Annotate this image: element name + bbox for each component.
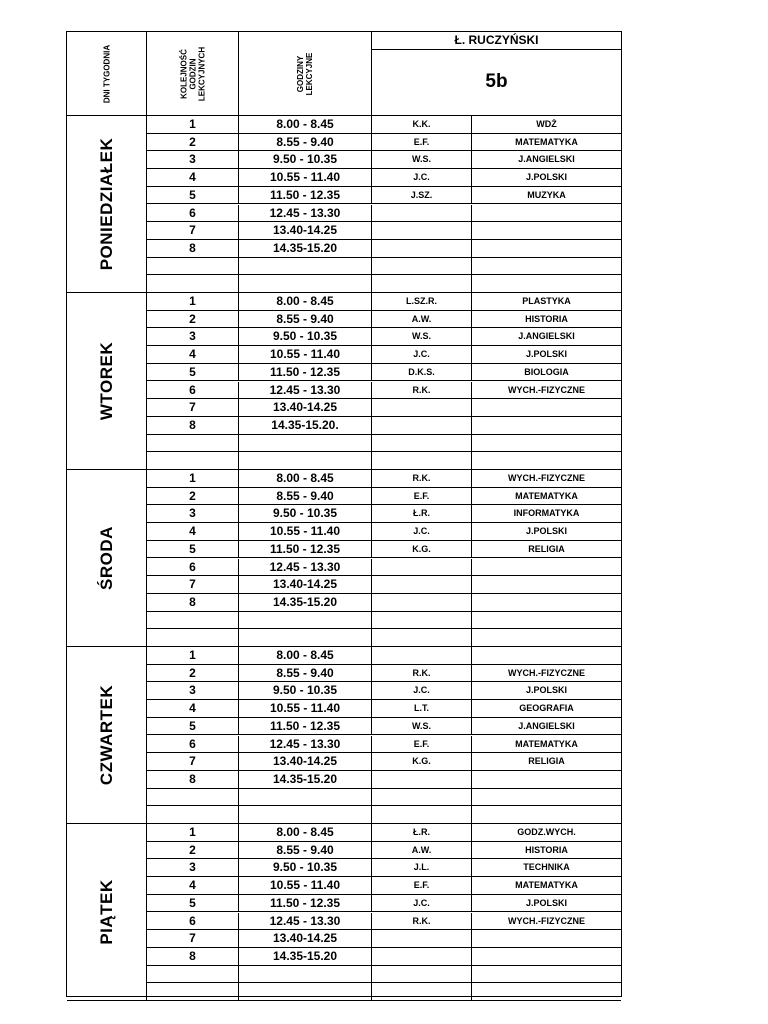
lesson-teacher [372,930,472,948]
lesson-hours: 14.35-15.20 [239,948,372,966]
lesson-number [147,629,239,647]
lesson-hours: 8.00 - 8.45 [239,824,372,842]
lesson-subject: WYCH.-FIZYCZNE [472,913,621,931]
lesson-subject: MATEMATYKA [472,488,621,506]
lesson-number: 7 [147,576,239,594]
lesson-number: 3 [147,859,239,877]
lesson-teacher [372,399,472,417]
lesson-subject: TECHNIKA [472,859,621,877]
lesson-hours: 14.35-15.20. [239,417,372,435]
lesson-number: 1 [147,647,239,665]
lesson-teacher: L.T. [372,700,472,718]
lesson-subject: GEOGRAFIA [472,700,621,718]
lesson-subject: BIOLOGIA [472,364,621,382]
lesson-subject: INFORMATYKA [472,505,621,523]
lesson-hours: 10.55 - 11.40 [239,523,372,541]
lesson-number: 8 [147,240,239,258]
lesson-subject [472,966,621,984]
lesson-number: 8 [147,771,239,789]
lesson-number: 6 [147,382,239,400]
lesson-subject [472,240,621,258]
lesson-number: 2 [147,842,239,860]
lesson-teacher [372,948,472,966]
lesson-hours: 13.40-14.25 [239,930,372,948]
lesson-subject [472,576,621,594]
lesson-subject: J.ANGIELSKI [472,328,621,346]
lesson-number [147,612,239,630]
lesson-number: 2 [147,665,239,683]
lesson-teacher: R.K. [372,665,472,683]
lesson-teacher: E.F. [372,488,472,506]
lesson-subject: MUZYKA [472,187,621,205]
header-day-column [67,32,147,116]
lesson-number: 8 [147,948,239,966]
class-teacher-name: Ł. RUCZYŃSKI [372,32,621,50]
lesson-number: 5 [147,895,239,913]
lesson-subject: J.POLSKI [472,346,621,364]
lesson-hours: 10.55 - 11.40 [239,700,372,718]
lesson-hours: 8.55 - 9.40 [239,311,372,329]
lesson-teacher: K.K. [372,116,472,134]
lesson-subject [472,948,621,966]
lesson-number: 7 [147,222,239,240]
lesson-subject [472,789,621,807]
day-block [67,116,147,293]
lesson-subject: HISTORIA [472,311,621,329]
class-name: 5b [372,50,621,116]
lesson-subject: WYCH.-FIZYCZNE [472,470,621,488]
lesson-teacher: Ł.R. [372,824,472,842]
lesson-hours: 8.55 - 9.40 [239,842,372,860]
header-hours-line-1: GODZINY [296,55,305,92]
lesson-teacher [372,771,472,789]
lesson-teacher [372,559,472,577]
lesson-subject [472,275,621,293]
lesson-teacher: J.SZ. [372,187,472,205]
lesson-subject [472,612,621,630]
lesson-teacher [372,647,472,665]
lesson-teacher: L.SZ.R. [372,293,472,311]
lesson-teacher [372,983,472,1001]
lesson-hours [239,629,372,647]
lesson-hours [239,275,372,293]
lesson-hours: 13.40-14.25 [239,576,372,594]
lesson-teacher: W.S. [372,328,472,346]
lesson-hours: 14.35-15.20 [239,240,372,258]
lesson-teacher: E.F. [372,134,472,152]
lesson-teacher [372,806,472,824]
header-order-label [179,46,206,100]
lesson-subject [472,205,621,223]
lesson-number [147,452,239,470]
lesson-subject [472,629,621,647]
lesson-teacher [372,417,472,435]
lesson-teacher [372,275,472,293]
lesson-teacher [372,258,472,276]
lesson-subject: PLASTYKA [472,293,621,311]
lesson-teacher: K.G. [372,541,472,559]
lesson-teacher: A.W. [372,311,472,329]
lesson-number: 6 [147,736,239,754]
lesson-subject: J.POLSKI [472,682,621,700]
lesson-hours: 10.55 - 11.40 [239,169,372,187]
lesson-hours: 14.35-15.20 [239,594,372,612]
lesson-subject: GODZ.WYCH. [472,824,621,842]
lesson-number: 3 [147,151,239,169]
lesson-hours: 8.00 - 8.45 [239,470,372,488]
lesson-number [147,983,239,1001]
lesson-hours: 11.50 - 12.35 [239,895,372,913]
lesson-subject [472,452,621,470]
day-block [67,647,147,824]
lesson-hours [239,789,372,807]
lesson-teacher: W.S. [372,718,472,736]
lesson-teacher [372,205,472,223]
lesson-subject [472,930,621,948]
lesson-hours: 12.45 - 13.30 [239,559,372,577]
lesson-teacher: E.F. [372,736,472,754]
lesson-number: 4 [147,700,239,718]
lesson-teacher [372,576,472,594]
lesson-hours [239,435,372,453]
lesson-hours: 10.55 - 11.40 [239,346,372,364]
lesson-hours: 8.55 - 9.40 [239,134,372,152]
lesson-hours: 11.50 - 12.35 [239,718,372,736]
lesson-teacher: J.L. [372,859,472,877]
lesson-hours: 9.50 - 10.35 [239,505,372,523]
lesson-teacher: A.W. [372,842,472,860]
lesson-hours: 8.00 - 8.45 [239,116,372,134]
lesson-teacher: J.C. [372,523,472,541]
lesson-hours: 11.50 - 12.35 [239,187,372,205]
lesson-hours: 12.45 - 13.30 [239,913,372,931]
lesson-subject [472,983,621,1001]
lesson-subject: J.POLSKI [472,895,621,913]
day-name: PONIEDZIAŁEK [96,137,116,271]
lesson-subject [472,399,621,417]
lesson-hours [239,983,372,1001]
lesson-subject: J.POLSKI [472,523,621,541]
lesson-hours: 9.50 - 10.35 [239,151,372,169]
lesson-teacher: D.K.S. [372,364,472,382]
header-hours-line-2: LEKCYJNE [305,52,314,95]
lesson-subject: RELIGIA [472,753,621,771]
lesson-subject [472,435,621,453]
lesson-number: 7 [147,753,239,771]
lesson-number: 1 [147,824,239,842]
lesson-teacher: J.C. [372,169,472,187]
lesson-subject: MATEMATYKA [472,134,621,152]
lesson-teacher: J.C. [372,346,472,364]
lesson-hours: 13.40-14.25 [239,399,372,417]
lesson-subject: WDŻ [472,116,621,134]
lesson-teacher [372,789,472,807]
lesson-number: 4 [147,877,239,895]
lesson-hours: 9.50 - 10.35 [239,682,372,700]
lesson-subject: J.ANGIELSKI [472,718,621,736]
lesson-number: 5 [147,364,239,382]
lesson-teacher [372,240,472,258]
lesson-hours [239,258,372,276]
header-order-column [147,32,239,116]
lesson-hours [239,612,372,630]
lesson-hours: 9.50 - 10.35 [239,859,372,877]
lesson-hours: 13.40-14.25 [239,753,372,771]
header-order-line-1: KOLEJNOŚĆ [179,48,188,99]
lesson-subject [472,222,621,240]
lesson-teacher [372,452,472,470]
lesson-subject: RELIGIA [472,541,621,559]
header-day-label: DNI TYGODNIA [102,44,111,103]
day-block [67,824,147,1001]
lesson-teacher [372,629,472,647]
lesson-teacher: R.K. [372,382,472,400]
lesson-teacher [372,594,472,612]
lesson-subject [472,258,621,276]
lesson-number: 3 [147,328,239,346]
lesson-teacher: Ł.R. [372,505,472,523]
lesson-teacher [372,612,472,630]
lesson-subject: WYCH.-FIZYCZNE [472,665,621,683]
lesson-number: 1 [147,470,239,488]
header-order-line-2: GODZIN [188,57,197,90]
lesson-number: 7 [147,930,239,948]
lesson-hours: 12.45 - 13.30 [239,736,372,754]
lesson-number: 4 [147,169,239,187]
lesson-subject [472,417,621,435]
lesson-number: 2 [147,488,239,506]
lesson-number [147,966,239,984]
lesson-number: 4 [147,346,239,364]
lesson-number: 8 [147,594,239,612]
lesson-hours: 13.40-14.25 [239,222,372,240]
day-name: CZWARTEK [96,684,116,786]
lesson-number: 1 [147,293,239,311]
lesson-number: 5 [147,541,239,559]
lesson-subject [472,594,621,612]
lesson-number: 1 [147,116,239,134]
lesson-subject [472,559,621,577]
lesson-subject: J.ANGIELSKI [472,151,621,169]
lesson-number: 6 [147,913,239,931]
lesson-number: 2 [147,134,239,152]
lesson-teacher: W.S. [372,151,472,169]
lesson-number [147,806,239,824]
lesson-teacher: J.C. [372,895,472,913]
day-name: ŚRODA [96,526,116,590]
lesson-subject: WYCH.-FIZYCZNE [472,382,621,400]
header-hours-label [296,52,314,95]
lesson-teacher: R.K. [372,913,472,931]
day-name: PIĄTEK [96,879,116,945]
lesson-number: 7 [147,399,239,417]
lesson-teacher: R.K. [372,470,472,488]
lesson-number [147,258,239,276]
lesson-number [147,435,239,453]
lesson-hours: 11.50 - 12.35 [239,364,372,382]
lesson-subject: HISTORIA [472,842,621,860]
header-order-line-3: LEKCYJNYCH [197,46,206,101]
lesson-hours: 8.00 - 8.45 [239,293,372,311]
lesson-hours: 12.45 - 13.30 [239,382,372,400]
lesson-number: 3 [147,505,239,523]
lesson-hours: 8.55 - 9.40 [239,488,372,506]
lesson-subject [472,806,621,824]
lesson-hours: 9.50 - 10.35 [239,328,372,346]
lesson-number: 5 [147,187,239,205]
lesson-hours [239,452,372,470]
header-hours-column [239,32,372,116]
timetable [66,31,622,997]
lesson-subject [472,771,621,789]
lesson-hours: 12.45 - 13.30 [239,205,372,223]
lesson-number: 4 [147,523,239,541]
lesson-subject [472,647,621,665]
lesson-subject: MATEMATYKA [472,877,621,895]
lesson-hours: 10.55 - 11.40 [239,877,372,895]
lesson-hours [239,806,372,824]
lesson-number: 6 [147,559,239,577]
lesson-hours: 8.00 - 8.45 [239,647,372,665]
lesson-number: 2 [147,311,239,329]
lesson-subject: MATEMATYKA [472,736,621,754]
lesson-number [147,789,239,807]
lesson-teacher: J.C. [372,682,472,700]
lesson-number: 8 [147,417,239,435]
lesson-teacher: E.F. [372,877,472,895]
lesson-hours [239,966,372,984]
day-block [67,470,147,647]
lesson-hours: 14.35-15.20 [239,771,372,789]
lesson-hours: 11.50 - 12.35 [239,541,372,559]
lesson-number [147,275,239,293]
lesson-hours: 8.55 - 9.40 [239,665,372,683]
lesson-teacher [372,435,472,453]
day-block [67,293,147,470]
lesson-number: 6 [147,205,239,223]
lesson-subject: J.POLSKI [472,169,621,187]
lesson-number: 5 [147,718,239,736]
lesson-teacher [372,222,472,240]
lesson-teacher [372,966,472,984]
lesson-teacher: K.G. [372,753,472,771]
lesson-number: 3 [147,682,239,700]
day-name: WTOREK [96,341,116,421]
